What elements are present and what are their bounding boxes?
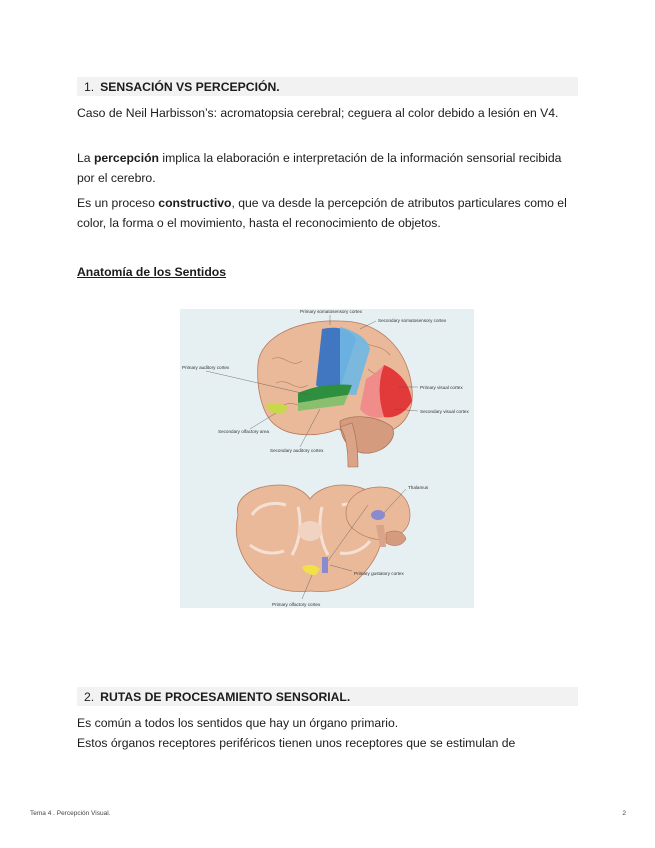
paragraph-harbisson: Caso de Neil Harbisson’s: acromatopsia cerebral; ceguera al color debido a lesión en V4. [77, 106, 559, 120]
section-2-title: RUTAS DE PROCESAMIENTO SENSORIAL. [100, 689, 351, 704]
term-percepcion: percepción [93, 151, 159, 165]
paragraph-percepcion-pre: La [77, 151, 94, 165]
paragraph-receptores: Estos órganos receptores periféricos tienen unos receptores que se estimulan de [77, 736, 516, 750]
label-secondary-somatosensory: Secondary somatosensory cortex [378, 318, 447, 323]
paragraph-constructivo [77, 194, 572, 233]
brain-anatomy-figure [180, 309, 474, 608]
paragraph-percepcion-post: implica la elaboración e interpretación de la información sensorial recibida por el cerebro. [77, 151, 562, 185]
paragraph-constructivo-pre: Es un proceso [77, 196, 159, 210]
label-primary-somatosensory: Primary somatosensory cortex [300, 309, 363, 314]
label-thalamus: Thalamus [408, 485, 429, 490]
paragraph-organo-primario: Es común a todos los sentidos que hay un órgano primario. [77, 716, 399, 730]
section-2-number: 2. [84, 689, 95, 704]
brain-illustration [180, 309, 474, 608]
term-constructivo: constructivo [158, 196, 232, 210]
section-1-number: 1. [84, 79, 95, 94]
page-number: 2 [622, 810, 626, 817]
section-2-header [77, 687, 578, 706]
label-primary-visual: Primary visual cortex [420, 385, 463, 390]
label-primary-auditory: Primary auditory cortex [182, 365, 230, 370]
paragraph-percepcion [77, 149, 572, 188]
lateral-brain [182, 309, 469, 467]
label-secondary-auditory: Secondary auditory cortex [270, 448, 324, 453]
label-primary-gustatory: Primary gustatory cortex [354, 571, 404, 576]
paragraph-constructivo-post: , que va desde la percepción de atributos particulares como el color, la forma o el movimiento, hasta el reconocimiento de objetos. [77, 196, 567, 230]
section-1-header [77, 77, 578, 96]
subtitle-anatomia: Anatomía de los Sentidos [77, 265, 226, 279]
label-secondary-olfactory: Secondary olfactory area [218, 429, 270, 434]
label-primary-olfactory: Primary olfactory cortex [272, 602, 321, 607]
section-1-title: SENSACIÓN VS PERCEPCIÓN. [100, 79, 280, 94]
label-secondary-visual: Secondary visual cortex [420, 409, 469, 414]
footer-document-title: Tema 4 . Percepción Visual. [30, 810, 111, 817]
